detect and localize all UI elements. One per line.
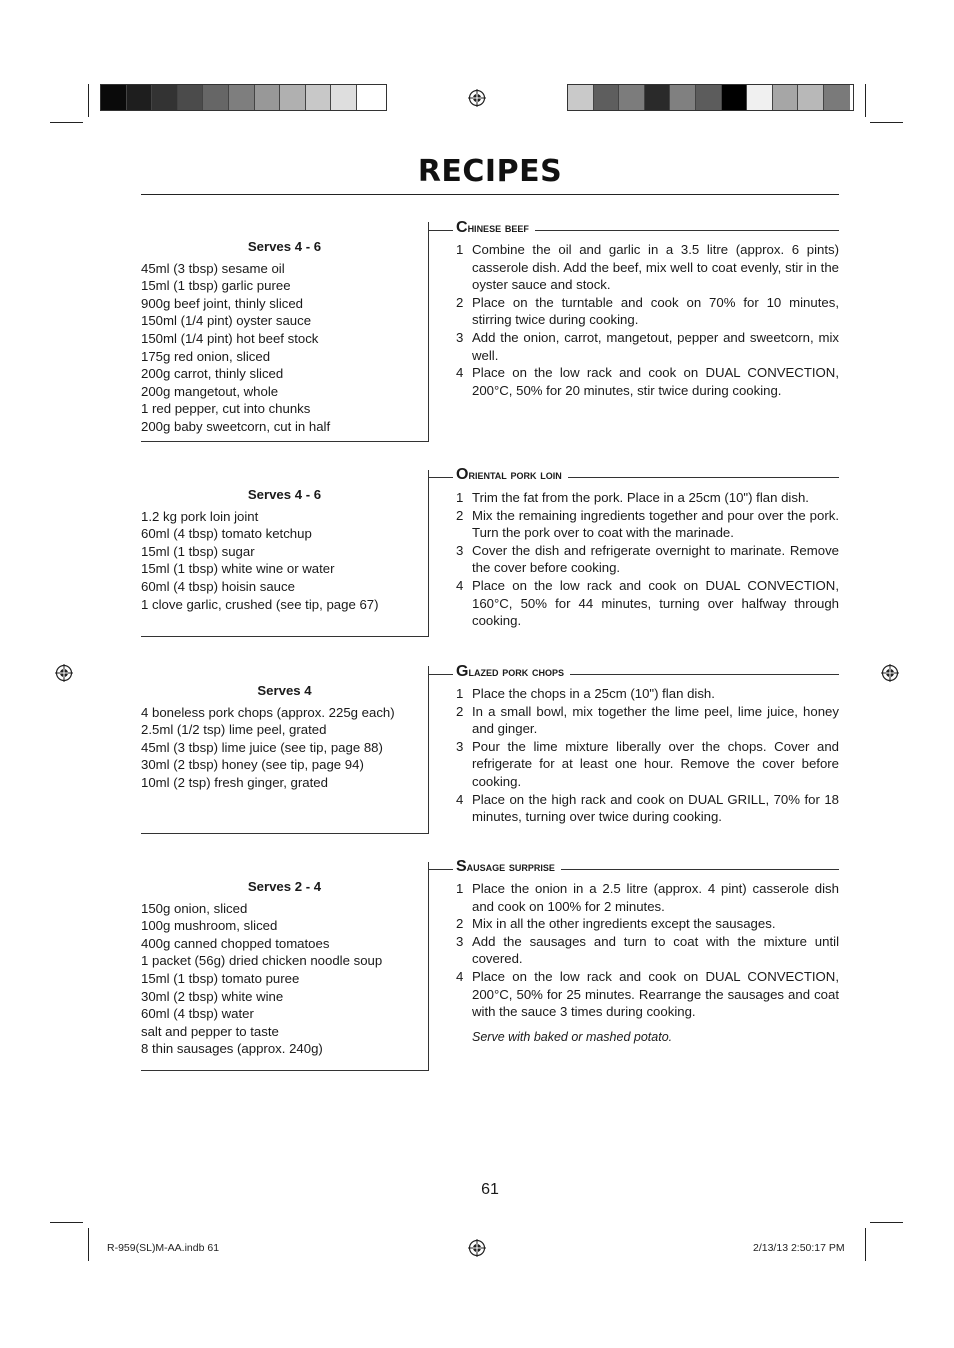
color-swatch <box>331 85 357 110</box>
timestamp-slug: 2/13/13 2:50:17 PM <box>753 1242 845 1254</box>
recipe-title-rest: riental pork loin <box>468 467 562 482</box>
recipe-heading <box>429 858 839 878</box>
step-number: 3 <box>456 329 464 345</box>
recipe-heading <box>429 219 839 239</box>
method-step <box>456 880 839 915</box>
ingredient-item: 150ml (1/4 pint) oyster sauce <box>141 313 312 329</box>
step-number: 4 <box>456 791 464 807</box>
recipe-title <box>456 219 533 237</box>
step-number: 2 <box>456 294 464 310</box>
step-text: Place on the low rack and cook on DUAL CONVECTION, 200°C, 50% for 25 minutes. Rearrange the sausages and coat with the sauce 3 times during cooking. <box>472 968 839 1020</box>
ingredients-box <box>141 222 429 442</box>
color-swatch <box>178 85 204 110</box>
ingredients-box <box>141 862 429 1071</box>
method-steps <box>456 241 839 399</box>
ingredient-item: 400g canned chopped tomatoes <box>141 935 330 951</box>
step-number: 3 <box>456 542 464 558</box>
color-swatch <box>670 85 696 110</box>
ingredients-box <box>141 470 429 637</box>
ingredient-item: 1 clove garlic, crushed (see tip, page 67) <box>141 596 379 612</box>
color-swatch <box>594 85 620 110</box>
step-text: Place the chops in a 25cm (10") flan dish. <box>472 686 715 701</box>
method-step <box>456 577 839 630</box>
serves-label: Serves 4 - 6 <box>247 487 322 502</box>
method-step <box>456 915 839 933</box>
ingredient-item: 150g onion, sliced <box>141 900 248 916</box>
method-steps <box>456 489 839 630</box>
ingredient-item: 15ml (1 tbsp) tomato puree <box>141 970 300 986</box>
registration-mark-icon <box>468 89 486 107</box>
method-steps <box>456 880 839 1046</box>
ingredient-item: 4 boneless pork chops (approx. 225g each) <box>141 704 395 720</box>
step-number: 2 <box>456 507 464 523</box>
registration-mark-icon <box>468 1239 486 1257</box>
ingredient-item: 60ml (4 tbsp) tomato ketchup <box>141 526 312 542</box>
ingredient-list <box>141 704 428 792</box>
method-step <box>456 703 839 738</box>
recipe-heading <box>429 466 839 486</box>
step-number: 1 <box>456 242 464 257</box>
step-text: Add the onion, carrot, mangetout, pepper and sweetcorn, mix well. <box>472 329 839 363</box>
recipe-title-rest: hinese beef <box>467 220 529 235</box>
recipe-title <box>456 858 559 876</box>
crop-mark <box>50 122 83 123</box>
ingredient-item: 175g red onion, sliced <box>141 348 271 364</box>
step-number: 4 <box>456 968 464 984</box>
color-swatch <box>203 85 229 110</box>
step-text: Pour the lime mixture liberally over the chops. Cover and refrigerate for at least one hour. Remove the cover before cooking. <box>472 738 839 789</box>
method-step <box>456 329 839 364</box>
ingredient-item: 8 thin sausages (approx. 240g) <box>141 1041 323 1057</box>
method-step <box>456 738 839 791</box>
ingredients-box <box>141 666 429 834</box>
recipe-title-rest: lazed pork chops <box>468 664 564 679</box>
step-number: 2 <box>456 916 464 932</box>
color-swatch <box>280 85 306 110</box>
title-rule <box>141 194 839 195</box>
serves-label: Serves 4 - 6 <box>247 239 322 254</box>
color-swatch <box>229 85 255 110</box>
method-step <box>456 294 839 329</box>
color-swatch <box>357 85 383 110</box>
step-text: Trim the fat from the pork. Place in a 25cm (10") flan dish. <box>472 490 809 505</box>
heading-rule <box>568 477 839 478</box>
crop-mark <box>865 84 866 117</box>
color-swatch <box>568 85 594 110</box>
ingredient-item: 15ml (1 tbsp) sugar <box>141 543 255 559</box>
recipe-title-initial: S <box>456 858 467 875</box>
ingredient-item: 15ml (1 tbsp) white wine or water <box>141 561 335 577</box>
heading-rule <box>429 477 453 478</box>
color-swatch <box>255 85 281 110</box>
ingredient-item: 1 red pepper, cut into chunks <box>141 401 311 417</box>
color-swatch <box>722 85 748 110</box>
step-text: Cover the dish and refrigerate overnight to marinate. Remove the cover before cooking. <box>472 542 839 576</box>
color-swatch <box>645 85 671 110</box>
color-bar-left <box>100 84 387 111</box>
crop-mark <box>50 1222 83 1223</box>
method-step <box>456 489 839 507</box>
step-number: 2 <box>456 703 464 719</box>
step-text: Mix the remaining ingredients together and pour over the pork. Turn the pork over to coat with the marinade. <box>472 507 839 541</box>
step-number: 1 <box>456 881 464 896</box>
ingredient-item: 1 packet (56g) dried chicken noodle soup <box>141 953 383 969</box>
recipe-title-initial: C <box>456 219 468 236</box>
serving-note: Serve with baked or mashed potato. <box>472 1029 673 1044</box>
ingredient-item: 1.2 kg pork loin joint <box>141 508 259 524</box>
page-number: 61 <box>481 1181 499 1198</box>
ingredient-item: 900g beef joint, thinly sliced <box>141 295 304 311</box>
crop-mark <box>88 1228 89 1261</box>
heading-rule <box>429 674 453 675</box>
ingredient-item: 45ml (3 tbsp) sesame oil <box>141 260 285 276</box>
ingredient-list <box>141 260 428 436</box>
step-number: 3 <box>456 738 464 754</box>
step-number: 3 <box>456 933 464 949</box>
method-step <box>456 507 839 542</box>
crop-mark <box>88 84 89 117</box>
recipe-title-initial: O <box>456 466 469 483</box>
method-step <box>456 791 839 826</box>
color-swatch <box>773 85 799 110</box>
ingredient-item: 100g mushroom, sliced <box>141 918 278 934</box>
heading-rule <box>535 230 839 231</box>
color-swatch <box>152 85 178 110</box>
ingredient-list <box>141 508 428 614</box>
color-swatch <box>127 85 153 110</box>
step-number: 1 <box>456 490 464 505</box>
recipe-title <box>456 466 566 484</box>
step-text: Add the sausages and turn to coat with the mixture until covered. <box>472 933 839 967</box>
crop-mark <box>865 1228 866 1261</box>
color-swatch <box>798 85 824 110</box>
method-step <box>456 364 839 399</box>
ingredient-item: 60ml (4 tbsp) water <box>141 1006 254 1022</box>
file-slug: R-959(SL)M-AA.indb 61 <box>107 1242 220 1254</box>
ingredient-item: 200g carrot, thinly sliced <box>141 366 284 382</box>
heading-rule <box>570 674 839 675</box>
recipe-title-initial: G <box>456 663 469 680</box>
ingredient-item: 10ml (2 tsp) fresh ginger, grated <box>141 774 328 790</box>
ingredient-list <box>141 900 428 1058</box>
crop-mark <box>870 1222 903 1223</box>
ingredient-item: 150ml (1/4 pint) hot beef stock <box>141 330 319 346</box>
step-text: Place the onion in a 2.5 litre (approx. 4 pint) casserole dish and cook on 100% for 2 minutes. <box>472 881 839 914</box>
step-text: Place on the low rack and cook on DUAL CONVECTION, 160°C, 50% for 44 minutes, turning over halfway through cooking. <box>472 577 839 629</box>
ingredient-item: 30ml (2 tbsp) white wine <box>141 988 284 1004</box>
step-number: 4 <box>456 365 464 381</box>
color-swatch <box>747 85 773 110</box>
serves-label: Serves 4 <box>257 683 312 698</box>
method-step <box>456 933 839 968</box>
color-swatch <box>101 85 127 110</box>
step-text: Place on the high rack and cook on DUAL GRILL, 70% for 18 minutes, turning over twice during cooking. <box>472 791 839 825</box>
page-title: RECIPES <box>417 154 563 189</box>
registration-mark-icon <box>55 664 73 682</box>
method-step <box>456 685 839 703</box>
ingredient-item: 45ml (3 tbsp) lime juice (see tip, page 88) <box>141 739 383 755</box>
method-steps <box>456 685 839 826</box>
ingredient-item: 15ml (1 tbsp) garlic puree <box>141 278 291 294</box>
heading-rule <box>429 230 453 231</box>
crop-mark <box>870 122 903 123</box>
step-number: 4 <box>456 577 464 593</box>
heading-rule <box>561 869 839 870</box>
color-bar-right <box>567 84 854 111</box>
step-text: Mix in all the other ingredients except the sausages. <box>472 916 776 932</box>
recipe-title <box>456 663 568 681</box>
step-text: In a small bowl, mix together the lime peel, lime juice, honey and ginger. <box>472 703 839 737</box>
color-swatch <box>306 85 332 110</box>
color-swatch <box>696 85 722 110</box>
step-text: Combine the oil and garlic in a 3.5 litre (approx. 6 pints) casserole dish. Add the beef, mix well to coat evenly, stir in the oyster sauce and stock. <box>472 242 839 293</box>
step-text: Place on the low rack and cook on DUAL CONVECTION, 200°C, 50% for 20 minutes, stir twice during cooking. <box>472 365 839 398</box>
method-step <box>456 968 839 1021</box>
step-number: 1 <box>456 686 464 701</box>
method-step <box>456 241 839 294</box>
ingredient-item: 200g baby sweetcorn, cut in half <box>141 418 331 434</box>
heading-rule <box>429 869 453 870</box>
color-swatch <box>619 85 645 110</box>
serves-label: Serves 2 - 4 <box>247 879 322 894</box>
ingredient-item: 60ml (4 tbsp) hoisin sauce <box>141 578 295 594</box>
ingredient-item: 200g mangetout, whole <box>141 383 279 399</box>
color-swatch <box>824 85 850 110</box>
ingredient-item: 2.5ml (1/2 tsp) lime peel, grated <box>141 722 327 738</box>
step-text: Place on the turntable and cook on 70% for 10 minutes, stirring twice during cooking. <box>472 294 839 328</box>
recipe-title-rest: ausage surprise <box>466 859 555 874</box>
method-step <box>456 542 839 577</box>
ingredient-item: salt and pepper to taste <box>141 1023 279 1039</box>
recipe-heading <box>429 663 839 683</box>
ingredient-item: 30ml (2 tbsp) honey (see tip, page 94) <box>141 757 364 773</box>
registration-mark-icon <box>881 664 899 682</box>
